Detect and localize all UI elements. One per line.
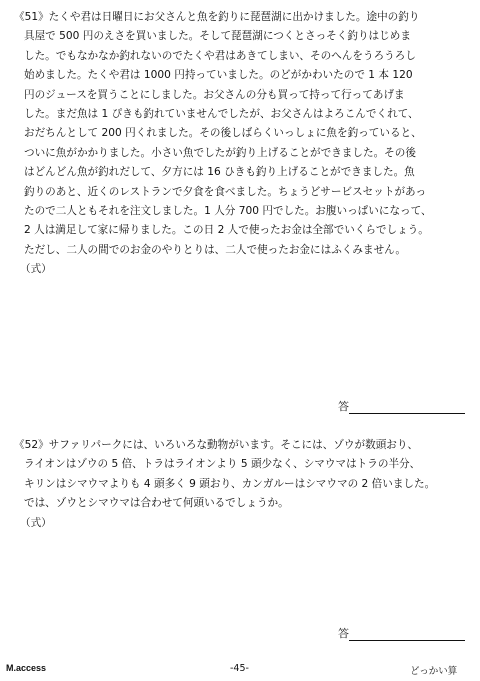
formula-label: （式）: [20, 516, 52, 529]
problem-52-line: では、ゾウとシマウマは合わせて何頭いるでしょうか。: [24, 497, 289, 510]
answer-label: 答: [338, 627, 349, 640]
footer-brand: M.access: [6, 663, 47, 673]
problem-51-line: ついに魚がかかりました。小さい魚でしたが釣り上げることができました。その後: [24, 146, 416, 159]
problem-51-line: たので二人ともそれを注文しました。1 人分 700 円でした。お腹いっぱいになって、: [24, 205, 432, 218]
problem-51-line: 釣りのあと、近くのレストランで夕食を食べました。ちょうどサービスセットがあっ: [24, 185, 427, 198]
problem-51-line: おだちんとして 200 円くれました。その後しばらくいっしょに魚を釣っていると、: [24, 127, 422, 140]
footer-book-title: どっかい算: [410, 666, 458, 677]
problem-51-line: した。まだ魚は 1 ぴきも釣れていませんでしたが、お父さんはよろこんでくれて、: [24, 108, 419, 121]
problem-51-line: 《51》たくや君は日曜日にお父さんと魚を釣りに琵琶湖に出かけました。途中の釣り: [14, 11, 420, 23]
answer-blank[interactable]: [349, 628, 465, 641]
problem-52: [14, 436, 468, 533]
page-number: -45-: [230, 663, 249, 674]
problem-51-line: ただし、二人の間でのお金のやりとりは、二人で使ったお金にはふくみません。: [24, 243, 407, 256]
problem-51-line: はどんどん魚が釣れだして、夕方には 16 ひきも釣り上げることができました。魚: [24, 166, 415, 179]
problem-51-line: 始めました。たくや君は 1000 円持っていました。のどがかわいたので 1 本 120: [24, 69, 413, 82]
problem-51: [14, 8, 468, 280]
problem-52-line: ライオンはゾウの 5 倍、トラはライオンより 5 頭少なく、シマウマはトラの半分、: [24, 458, 421, 471]
answer-blank[interactable]: [349, 401, 465, 414]
answer-52: [338, 625, 465, 641]
problem-51-line: 円のジュースを買うことにしました。お父さんの分も買って持って行ってあげま: [24, 88, 405, 101]
problem-51-line: 具屋で 500 円のえさを買いました。そして琵琶湖につくとさっそく釣りはじめま: [24, 30, 411, 43]
problem-51-line: 2 人は満足して家に帰りました。この日 2 人で使ったお金は全部でいくらでしょう。: [24, 224, 429, 237]
answer-51: [338, 398, 465, 414]
formula-label: （式）: [20, 263, 52, 276]
problem-51-line: した。でもなかなか釣れないのでたくや君はあきてしまい、そのへんをうろうろし: [24, 49, 416, 62]
problem-52-line: キリンはシマウマよりも 4 頭多く 9 頭おり、カンガルーはシマウマの 2 倍いました。: [24, 477, 436, 490]
problem-52-line: 《52》サファリパークには、いろいろな動物がいます。そこには、ゾウが数頭おり、: [14, 439, 419, 451]
answer-label: 答: [338, 400, 349, 413]
